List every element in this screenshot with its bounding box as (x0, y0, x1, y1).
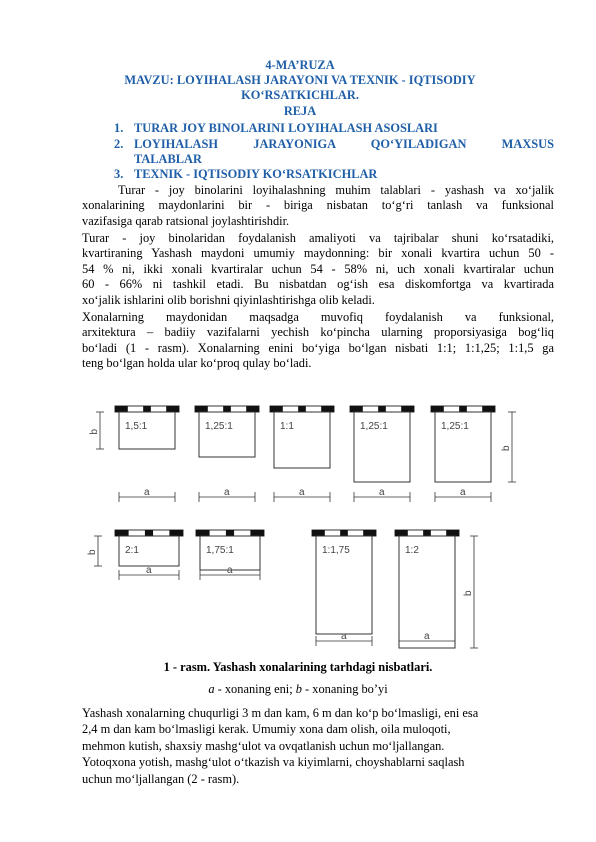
room-2-2-wall-block (196, 530, 210, 536)
figure-legend (60, 682, 536, 697)
room-2-2-wall-block (250, 530, 264, 536)
plan-item-text: TURAR JOY BINOLARINI LOYIHALASH ASOSLARI (134, 121, 438, 135)
text-line: Yashash xonalarning chuqurligi 3 m dan kam, 6 m dan ko‘p bo‘lmasligi, eni esa (82, 706, 479, 720)
text-line: Xonalarning maydonidan maqsadga muvofiq foydalanish va funksional, (82, 310, 554, 324)
text-line: bo‘ladi (1 - rasm). Xonalarning enini bo‘yiga bo‘lgan nisbati 1:1; 1:1,25; 1:1,5 ga (82, 340, 554, 355)
room-2-1-wall-block (169, 530, 183, 536)
text-line: teng bo‘lgan holda ular ko‘proq qulay bo‘ladi. (82, 356, 312, 371)
plan-item-text-cont: TALABLAR (134, 152, 202, 166)
room-2-1-ratio-label: 2:1 (125, 545, 139, 556)
paragraph-4 (82, 705, 554, 787)
room-1-4-ratio-label: 1,25:1 (360, 421, 388, 432)
row2-width-dim-4-label: a (424, 631, 430, 642)
text-line: vazifasiga qarab ratsional joylashtirishdir. (82, 213, 290, 228)
text-line: 2,4 m dan kam bo‘lmasligi kerak. Umumiy xona dam olish, oila muloqoti, (82, 722, 451, 737)
room-1-1-ratio-label: 1,5:1 (125, 421, 148, 432)
topic-title-line2: KO‘RSATKICHLAR. (241, 88, 359, 102)
room-2-4-ratio-label: 1:2 (405, 545, 419, 556)
room-1-2-outline (199, 412, 255, 457)
paragraph-2 (82, 231, 554, 308)
row1-width-dim-2-label: a (224, 487, 230, 498)
plan-item-text: LOYIHALASH JARAYONIGA QO‘YILADIGAN MAXSUS (134, 137, 554, 151)
room-1-3-wall-block (321, 406, 334, 412)
room-1-5-wall-block (459, 406, 467, 412)
room-1-3-ratio-label: 1:1 (280, 421, 294, 432)
paragraph-3 (82, 310, 554, 372)
row1-depth-dim-right-label: b (501, 445, 512, 451)
text-line: 54 % ni, ikki xonali kvartiralar uchun 54 - 58% ni, uch xonali kvartiralar uchun (82, 261, 554, 276)
room-proportions-figure (0, 390, 596, 654)
row2-depth-dim-left-label: b (87, 549, 98, 555)
text-line: kvartiraning Yashash maydoni umumiy maydonning: bir xonali kvartira uchun 50 - (82, 246, 554, 261)
figure-caption: 1 - rasm. Yashash xonalarining tarhdagi nisbatlari. (163, 660, 433, 674)
text-line: Turar - joy binolaridan foydalanish amaliyoti va tajribalar shuni ko‘rsatadiki, (82, 231, 554, 245)
room-2-1-wall-block (115, 530, 129, 536)
room-1-5-ratio-label: 1,25:1 (441, 421, 469, 432)
row2-width-dim-1-label: a (146, 565, 152, 576)
plan-item-2 (114, 137, 554, 167)
text-line: uchun mo‘ljallangan (2 - rasm). (82, 771, 240, 786)
room-2-4-wall-block (395, 530, 408, 536)
room-1-1-wall-block (115, 406, 128, 412)
row1-width-dim-5-label: a (460, 487, 466, 498)
text-line: mehmon kutish, shaxsiy mashg‘ulot va ovqatlanish uchun mo‘ljallangan. (82, 738, 445, 753)
room-1-1-wall-block (143, 406, 151, 412)
legend-symbol-a: a (208, 682, 215, 696)
text-line: xonalarining maydonlarini bir - biriga nisbatan to‘g‘ri tanlash va funksional (82, 198, 554, 213)
legend-text-b: - xonaning bo’yi (301, 682, 388, 696)
plan-item-number: 3. (114, 167, 124, 181)
row2-width-dim-3-label: a (341, 631, 347, 642)
room-2-3-wall-block (312, 530, 325, 536)
room-2-1-wall-block (145, 530, 153, 536)
room-1-4-wall-block (401, 406, 414, 412)
row1-width-dim-1-label: a (144, 487, 150, 498)
room-1-5-wall-block (431, 406, 444, 412)
text-line: Yotoqxona yotish, mashg‘ulot o‘tkazish va kiyimlarni, choyshablarni saqlash (82, 755, 465, 770)
plan-item-3 (114, 167, 554, 182)
room-2-2-ratio-label: 1,75:1 (206, 545, 234, 556)
plan-item-text: TEXNIK - IQTISODIY KO‘RSATKICHLAR (134, 167, 378, 181)
plan-title: REJA (283, 104, 317, 118)
plan-item-number: 2. (114, 137, 124, 151)
text-line: arxitektura – badiiy vazifalarni yechish ko‘pincha ularning proporsiyasiga bog‘liq (82, 325, 554, 340)
row1-width-dim-4-label: a (379, 487, 385, 498)
room-2-3-ratio-label: 1:1,75 (322, 545, 350, 556)
topic-title-line1: MAVZU: LOYIHALASH JARAYONI VA TEXNIK - IQTISODIY (124, 73, 476, 87)
room-2-3-wall-block (340, 530, 348, 536)
room-2-3-wall-block (363, 530, 376, 536)
text-line: xo‘jalik ishlarini olib borishni qiyinlashtirishga olib keladi. (82, 292, 375, 307)
room-2-4-wall-block (423, 530, 431, 536)
room-1-5-wall-block (482, 406, 495, 412)
room-2-4-wall-block (446, 530, 459, 536)
room-1-3-wall-block (270, 406, 283, 412)
lecture-number: 4-MA’RUZA (265, 58, 335, 72)
plan-item-1 (114, 121, 554, 136)
legend-text-a: - xonaning eni; (214, 682, 296, 696)
room-1-2-ratio-label: 1,25:1 (205, 421, 233, 432)
room-1-4-wall-block (350, 406, 363, 412)
text-line: 60 - 66% ni tashkil etadi. Bu nisbatdan og‘ish esa diskomfortga va kvartirada (82, 277, 554, 292)
legend-symbol-b: b (295, 682, 302, 696)
room-1-2-wall-block (195, 406, 208, 412)
row1-width-dim-3-label: a (299, 487, 305, 498)
room-2-2-wall-block (226, 530, 234, 536)
row1-depth-dim-left-label: b (89, 428, 100, 435)
room-1-4-wall-block (378, 406, 386, 412)
row2-depth-dim-right-label: b (463, 590, 474, 596)
paragraph-1 (82, 183, 554, 229)
room-1-1-wall-block (166, 406, 179, 412)
text-line: Turar - joy binolarini loyihalashning muhim talablari - yashash va xo‘jalik (118, 183, 554, 197)
plan-item-number: 1. (114, 121, 124, 135)
room-1-2-wall-block (223, 406, 231, 412)
room-1-2-wall-block (246, 406, 259, 412)
room-1-3-wall-block (298, 406, 306, 412)
text-line-with-figure-ref (82, 341, 554, 356)
row2-width-dim-2-label: a (227, 565, 233, 576)
